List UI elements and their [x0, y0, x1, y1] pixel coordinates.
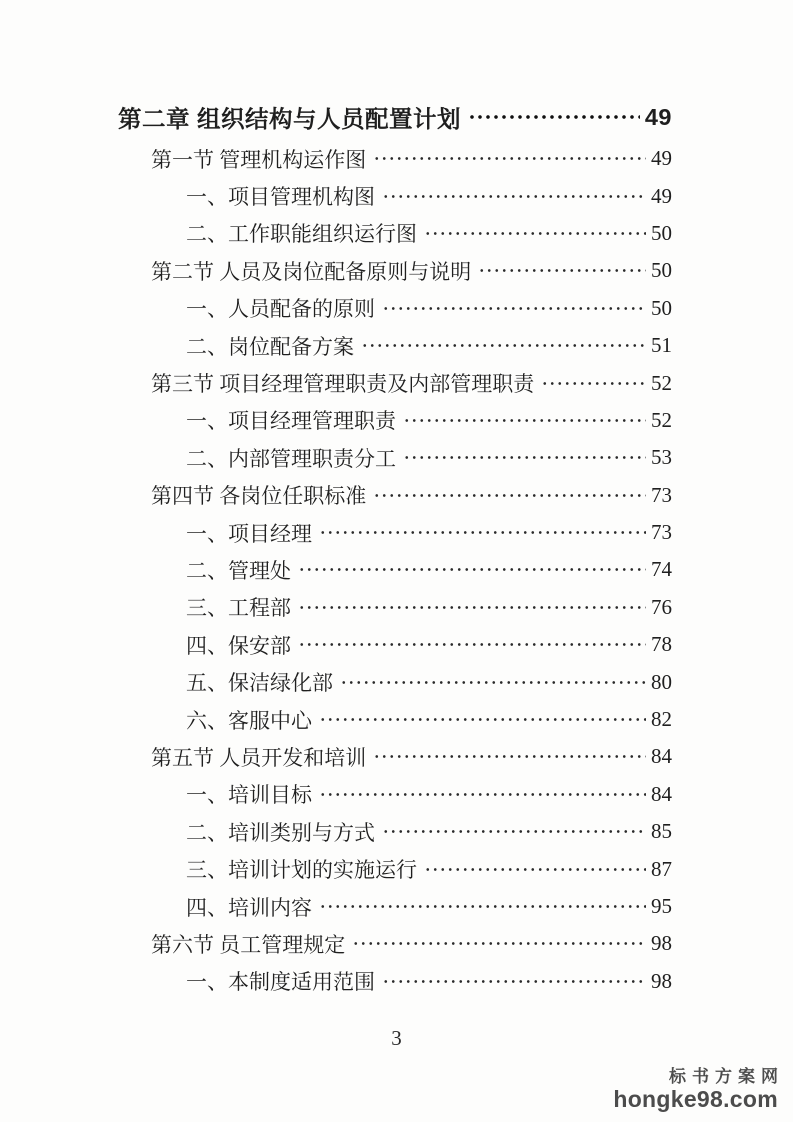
dot-leader: [382, 194, 646, 199]
toc-entry: [118, 477, 672, 514]
toc-entry-page: 49: [651, 183, 672, 208]
toc-entry-page: 98: [651, 968, 672, 993]
toc-entry-title: 一、项目经理管理职责: [186, 409, 396, 434]
toc-entry-page: 49: [651, 146, 672, 171]
dot-leader: [541, 381, 646, 386]
dot-leader: [298, 567, 646, 572]
toc-entry-page: 84: [651, 781, 672, 806]
toc-entry-page: 84: [651, 744, 672, 769]
toc-entry-title: 第一节 管理机构运作图: [151, 147, 367, 172]
dot-leader: [319, 792, 646, 797]
watermark: [613, 1067, 784, 1112]
toc-entry-page: 87: [651, 856, 672, 881]
toc-entry-page: 78: [651, 632, 672, 657]
toc-entry-page: 85: [651, 819, 672, 844]
toc-entry-title: 一、本制度适用范围: [186, 970, 375, 995]
toc-entry: [118, 663, 672, 700]
toc-entry: [118, 551, 672, 588]
dot-leader: [340, 680, 646, 685]
toc-entry-page: 50: [651, 258, 672, 283]
toc-entry: [118, 925, 672, 962]
toc-entry-title: 五、保洁绿化部: [186, 671, 333, 696]
toc-entry-title: 一、培训目标: [186, 783, 312, 808]
toc-entry-page: 53: [651, 445, 672, 470]
toc-entry: [118, 514, 672, 551]
toc-entry-title: 一、项目经理: [186, 521, 312, 546]
toc-entry: [118, 626, 672, 663]
toc-entry: [118, 776, 672, 813]
toc-entry: [118, 140, 672, 177]
toc-entry-title: 第二节 人员及岗位配备原则与说明: [151, 259, 472, 284]
toc-entry: [118, 589, 672, 626]
toc-entry-title: 第四节 各岗位任职标准: [151, 484, 367, 509]
toc-entry-page: 76: [651, 594, 672, 619]
dot-leader: [319, 717, 646, 722]
toc-entry: [118, 850, 672, 887]
toc-entry-page: 82: [651, 707, 672, 732]
toc-entry: [118, 290, 672, 327]
toc-entry-page: 52: [651, 407, 672, 432]
toc-entry: [118, 327, 672, 364]
toc-entry-page: 49: [644, 103, 672, 130]
dot-leader: [319, 904, 646, 909]
toc-entry-title: 四、培训内容: [186, 895, 312, 920]
dot-leader: [468, 114, 640, 120]
dot-leader: [298, 642, 646, 647]
watermark-site-name: 标书方案网: [669, 1067, 784, 1087]
dot-leader: [373, 156, 646, 161]
toc-entry-page: 50: [651, 295, 672, 320]
toc-entry-title: 四、保安部: [186, 633, 291, 658]
toc-entry-title: 六、客服中心: [186, 708, 312, 733]
dot-leader: [382, 979, 646, 984]
toc-entry: [118, 738, 672, 775]
dot-leader: [298, 605, 646, 610]
toc-entry: [118, 177, 672, 214]
dot-leader: [373, 493, 646, 498]
toc-entry: [118, 701, 672, 738]
toc-entry-page: 74: [651, 557, 672, 582]
toc-entry-title: 一、人员配备的原则: [186, 297, 375, 322]
toc-entry-title: 三、工程部: [186, 596, 291, 621]
dot-leader: [361, 343, 646, 348]
toc-entry-page: 73: [651, 482, 672, 507]
dot-leader: [319, 530, 646, 535]
dot-leader: [424, 867, 646, 872]
toc-entry-page: 98: [651, 931, 672, 956]
dot-leader: [382, 306, 646, 311]
toc-entry: [118, 888, 672, 925]
toc-entry: [118, 364, 672, 401]
toc-entry-title: 第六节 员工管理规定: [151, 932, 346, 957]
toc-entry-title: 二、工作职能组织运行图: [186, 222, 417, 247]
toc-entry-page: 80: [651, 669, 672, 694]
dot-leader: [382, 829, 646, 834]
toc-entry-title: 三、培训计划的实施运行: [186, 858, 417, 883]
page-number: 3: [391, 1026, 402, 1050]
toc-entry-title: 第三节 项目经理管理职责及内部管理职责: [151, 372, 535, 397]
toc-entry-page: 95: [651, 894, 672, 918]
toc-entry-title: 二、岗位配备方案: [186, 334, 354, 359]
toc-entry: [118, 402, 672, 439]
dot-leader: [352, 941, 646, 946]
dot-leader: [424, 231, 646, 236]
toc-entry-page: 73: [651, 520, 672, 545]
toc-entry-title: 第二章 组织结构与人员配置计划: [118, 106, 462, 132]
toc-entry-title: 第五节 人员开发和培训: [151, 745, 367, 770]
toc-entry-page: 52: [651, 370, 672, 395]
toc-entry: [118, 94, 672, 140]
dot-leader: [478, 268, 646, 273]
toc-entry: [118, 439, 672, 476]
watermark-domain: hongke98.com: [613, 1085, 778, 1112]
toc-entry-page: 51: [651, 333, 672, 358]
toc-entry-title: 二、培训类别与方式: [186, 820, 375, 845]
dot-leader: [403, 455, 646, 460]
dot-leader: [373, 754, 646, 759]
dot-leader: [403, 418, 646, 423]
toc-entry-page: 50: [651, 220, 672, 245]
toc-entry-title: 一、项目管理机构图: [186, 185, 375, 210]
toc-entry-title: 二、内部管理职责分工: [186, 446, 396, 471]
toc-entry: [118, 215, 672, 252]
toc-entry: [118, 252, 672, 289]
toc-entry: [118, 963, 672, 1000]
toc-entry: [118, 813, 672, 850]
toc-entry-title: 二、管理处: [186, 558, 291, 583]
table-of-contents: [118, 94, 672, 1000]
